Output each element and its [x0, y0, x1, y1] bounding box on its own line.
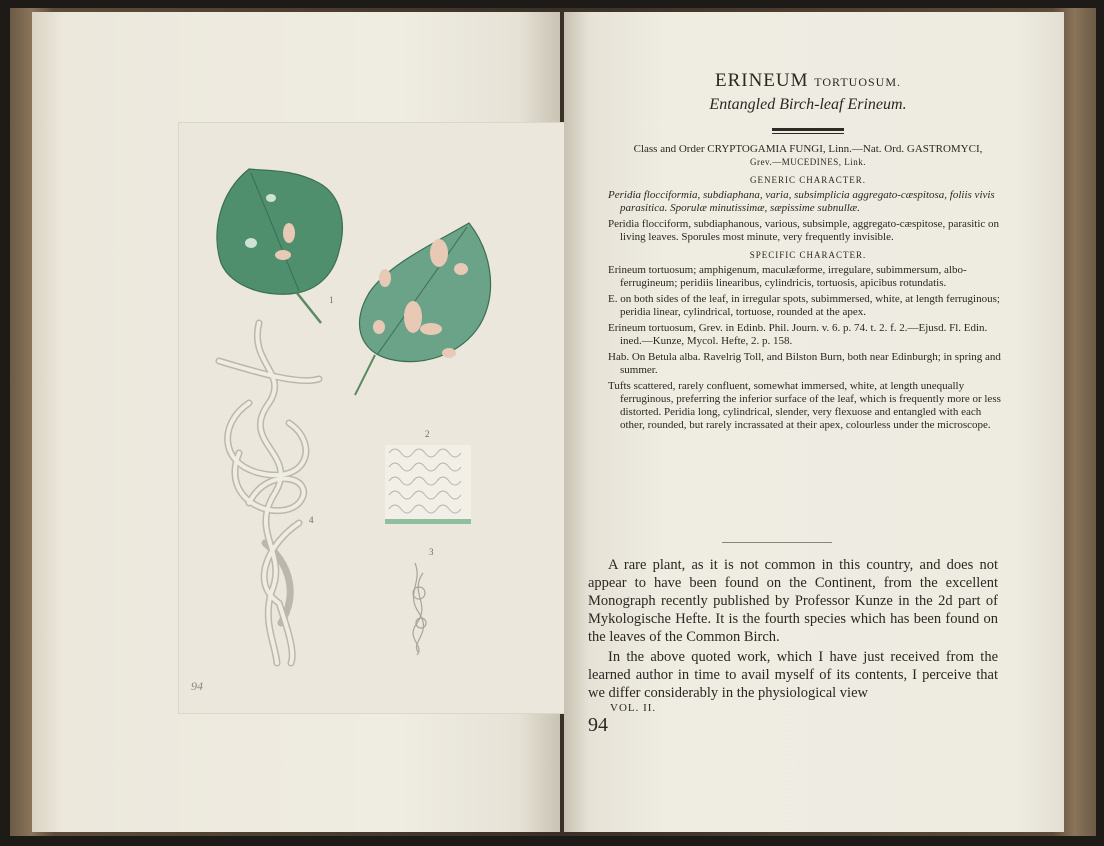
title-genus: ERINEUM	[714, 70, 809, 91]
page-number: 94	[588, 714, 608, 736]
generic-heading: GENERIC CHARACTER.	[749, 175, 866, 185]
generic-latin	[608, 189, 1008, 215]
specific-english: E. on both sides of the leaf, in irregular spots, subimmersed, white, at length ferruginous; peridia linear, cylindrical, tortuose, rounded at the apex.	[608, 293, 1000, 318]
small-peridia-illustration	[413, 563, 426, 655]
body-paragraph-2: In the above quoted work, which I have just received from the learned author in time to avail myself of its contents, I perceive that we differ considerably in the physiological view	[588, 649, 998, 701]
description: Tufts scattered, rarely confluent, somewhat immersed, white, at length unequally ferruginous, preferring the inferior surface of the leaf, which is frequently more or less distorted. Peridia long, cylindrical, slender, very flexuose and entangled with each other, rounded, but rarely incrassated at their apex, colourless under the microscope.	[608, 380, 1001, 431]
plate-illustration	[179, 123, 565, 713]
body-paragraph-1: A rare plant, as it is not common in this country, and does not appear to have been found on the Continent, from the excellent Monograph recently published by Professor Kunze in the 2d part of Mykologische Hefte. It is the fourth species which has been found on the leaves of the Common Birch.	[588, 557, 998, 645]
classification-line-2: Grev.—MUCEDINES, Link.	[750, 157, 866, 167]
title-rule	[772, 128, 844, 131]
figure-label-3: 3	[429, 547, 434, 557]
botanical-plate	[178, 122, 566, 714]
synonymy: Erineum tortuosum, Grev. in Edinb. Phil. Journ. v. 6. p. 74. t. 2. f. 2.—Ejusd. Fl. Edin. ined.—Kunze, Mycol. Hefte, 2. p. 158.	[608, 322, 988, 347]
left-page	[32, 12, 560, 832]
tuft-illustration	[385, 445, 471, 524]
classification-line-1: Class and Order CRYPTOGAMIA FUNGI, Linn.—Nat. Ord. GASTROMYCI,	[633, 143, 983, 155]
generic-english: Peridia flocciform, subdiaphanous, various, subsimple, aggregato-cæspitose, parasitic on living leaves. Sporules most minute, very frequently invisible.	[608, 218, 1000, 243]
body-text	[588, 556, 998, 704]
classification	[608, 143, 1008, 169]
figure-label-2: 2	[425, 429, 430, 439]
common-name: Entangled Birch-leaf Erineum.	[709, 96, 907, 113]
figure-label-1: 1	[329, 295, 334, 305]
species-title	[608, 70, 1008, 92]
book	[10, 8, 1096, 836]
habitat: Hab. On Betula alba. Ravelrig Toll, and Bilston Burn, both near Edinburgh; in spring and summer.	[608, 351, 1001, 376]
plate-number: 94	[191, 679, 203, 693]
specific-latin: Erineum tortuosum; amphigenum, maculæforme, irregulare, subimmersum, albo-ferrugineum; peridiis linearibus, cylindricis, tortuosis, apicibus rotundatis.	[608, 264, 967, 289]
figure-label-4: 4	[309, 515, 314, 525]
section-separator	[722, 542, 832, 543]
birch-leaf-illustration-2	[355, 223, 491, 395]
specific-heading: SPECIFIC CHARACTER.	[749, 250, 867, 260]
volume-mark: VOL. II.	[610, 702, 657, 714]
generic-latin-text: Peridia flocciformia, subdiaphana, varia, subsimplicia aggregato-cæspitosa, foliis vivis parasitica. Sporulæ minutissimæ, sæpissime subnullæ.	[608, 189, 995, 214]
title-species: TORTUOSUM.	[814, 75, 902, 89]
birch-leaf-illustration	[217, 169, 342, 323]
right-page	[564, 12, 1064, 832]
